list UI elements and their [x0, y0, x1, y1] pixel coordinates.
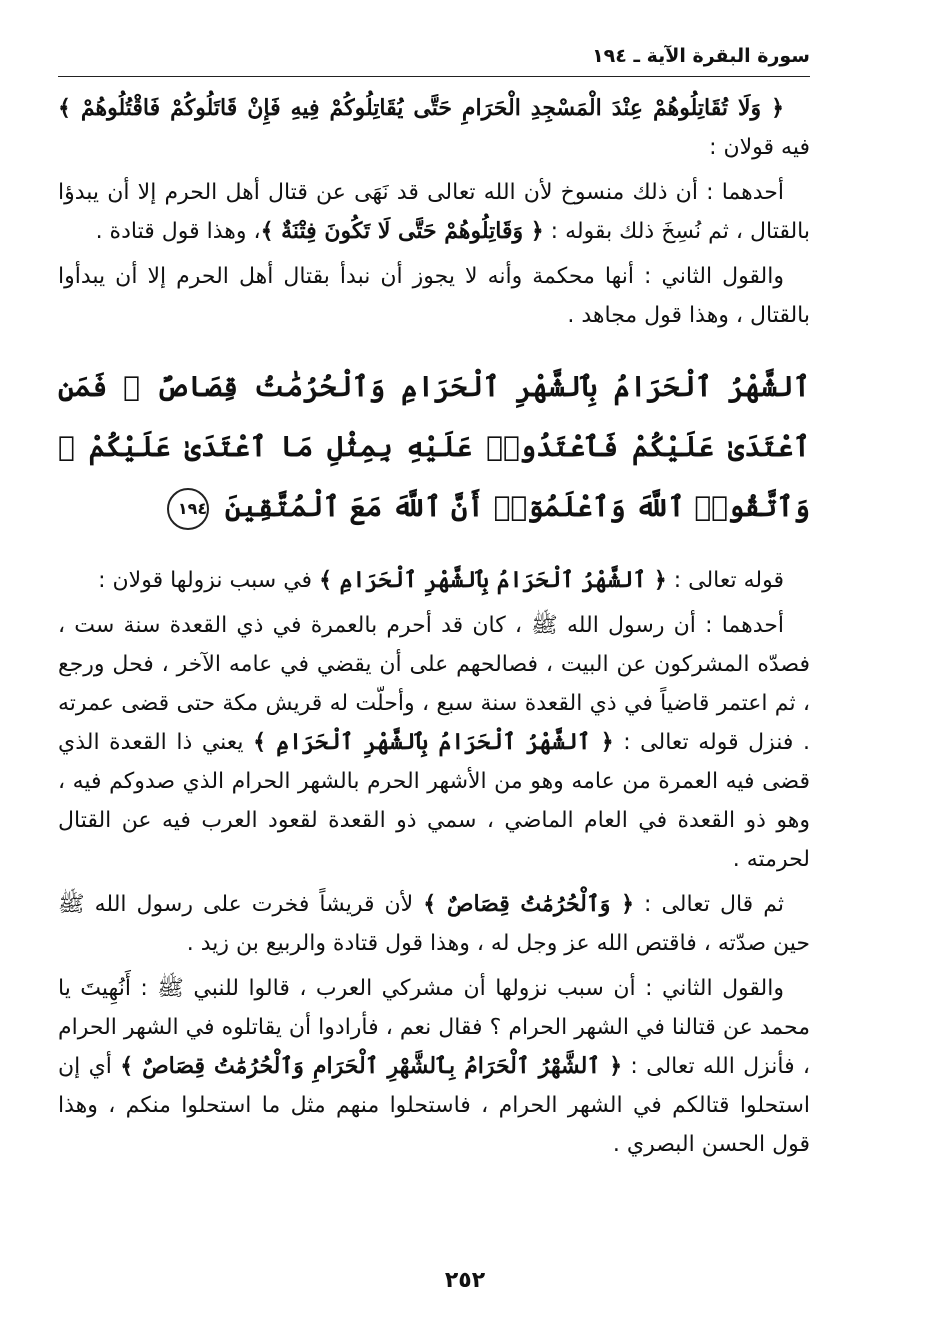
- paragraph-4: [58, 561, 810, 600]
- commentary-text: ، وهذا قول قتادة .: [95, 219, 261, 244]
- paragraph-6: [58, 885, 810, 963]
- verse-number-badge: ١٩٤: [167, 488, 209, 530]
- main-verse-text: ٱلشَّهْرُ ٱلْحَرَامُ بِٱلشَّهْرِ ٱلْحَرَامِ وَٱلْحُرُمَٰتُ قِصَاصٌ ۚ فَمَنِ ٱعْتَدَىٰ عَلَيْكُمْ فَٱعْتَدُوا۟ عَلَيْهِ بِمِثْلِ مَا ٱعْتَدَىٰ عَلَيْكُمْ ۚ وَٱتَّقُوا۟ ٱللَّهَ وَٱعْلَمُوٓا۟ أَنَّ ٱللَّهَ مَعَ ٱلْمُتَّقِينَ: [58, 370, 810, 523]
- quran-quote: ﴿ ٱلشَّهْرُ ٱلْحَرَامُ بِٱلشَّهْرِ ٱلْحَرَامِ وَٱلْحُرُمَٰتُ قِصَاصٌ ﴾: [120, 1053, 623, 1079]
- paragraph-7: [58, 969, 810, 1164]
- commentary-text: أي إن استحلوا قتالكم في الشهر الحرام ، فاستحلوا منهم مثل ما استحلوا منكم ، وهذا قول الحسن البصري .: [58, 1054, 810, 1157]
- quran-quote: ﴿ وَقَاتِلُوهُمْ حَتَّى لَا تَكُونَ فِتْنَةٌ ﴾: [260, 218, 544, 244]
- paragraph-1: [58, 89, 810, 167]
- main-verse-block: [58, 357, 810, 537]
- commentary-text: في سبب نزولها قولان :: [98, 568, 320, 593]
- paragraph-2: [58, 173, 810, 251]
- commentary-text: ثم قال تعالى :: [633, 892, 784, 917]
- commentary-text: أحدهما : أن ذلك منسوخ لأن الله تعالى قد نَهَى عن قتال أهل الحرم إلا أن يبدؤا بالقتال ، ثم نُسِخَ ذلك بقوله :: [58, 180, 810, 244]
- paragraph-5: [58, 606, 810, 879]
- commentary-text: قوله تعالى :: [666, 568, 784, 593]
- commentary-text: فيه قولان :: [709, 135, 810, 160]
- paragraph-3: [58, 257, 810, 335]
- quran-quote: ﴿ ٱلشَّهْرُ ٱلْحَرَامُ بِٱلشَّهْرِ ٱلْحَرَامِ ﴾: [319, 567, 667, 593]
- header-divider: [58, 76, 810, 77]
- commentary-text: لأن قريشاً فخرت على رسول الله ﷺ حين صدّته ، فاقتص الله عز وجل له ، وهذا قول قتادة والربيع بن زيد .: [58, 892, 810, 956]
- commentary-text: والقول الثاني : أنها محكمة وأنه لا يجوز أن نبدأ بقتال أهل الحرم إلا أن يبدأوا بالقتال ، وهذا قول مجاهد .: [58, 264, 810, 328]
- quran-quote: ﴿ وَٱلْحُرُمَٰتُ قِصَاصٌ ﴾: [423, 891, 634, 917]
- commentary-text: أحدهما : أن رسول الله ﷺ ، كان قد أحرم بالعمرة في ذي القعدة سنة ست ، فصدّه المشركون عن البيت ، فصالحهم على أن يقضي في عامه الآخر ، فحل ورجع ، ثم اعتمر قاضياً في ذي القعدة سنة سبع ، وأحلّت له قريش مكة حتى قضى عمرته . فنزل قوله تعالى :: [58, 613, 811, 755]
- page-content: [58, 40, 810, 1170]
- commentary-text: والقول الثاني : أن سبب نزولها أن مشركي العرب ، قالوا للنبي ﷺ : أَنُهِيتَ يا محمد عن قتالنا في الشهر الحرام ؟ فقال نعم ، فأرادوا أن يقاتلوه في الشهر الحرام ، فأنزل الله تعالى :: [58, 976, 810, 1079]
- page-number: ٢٥٢: [444, 1268, 486, 1293]
- header-title: سورة البقرة الآية ـ ١٩٤: [592, 45, 810, 67]
- commentary-text: يعني ذا القعدة الذي قضى فيه العمرة من عامه وهو من الأشهر الحرم بالشهر الحرام الذي صدوكم فيه ، وهو ذو القعدة في العام الماضي ، سمي ذو القعدة لقعود العرب فيه عن القتال لحرمته .: [58, 730, 810, 872]
- running-header: [58, 40, 810, 72]
- quran-quote: ﴿ وَلَا تُقَاتِلُوهُمْ عِنْدَ الْمَسْجِدِ الْحَرَامِ حَتَّى يُقَاتِلُوكُمْ فِيهِ فَإِنْ قَاتَلُوكُمْ فَاقْتُلُوهُمْ ﴾: [58, 95, 784, 121]
- quran-quote: ﴿ ٱلشَّهْرُ ٱلْحَرَامُ بِٱلشَّهْرِ ٱلْحَرَامِ ﴾: [253, 729, 614, 755]
